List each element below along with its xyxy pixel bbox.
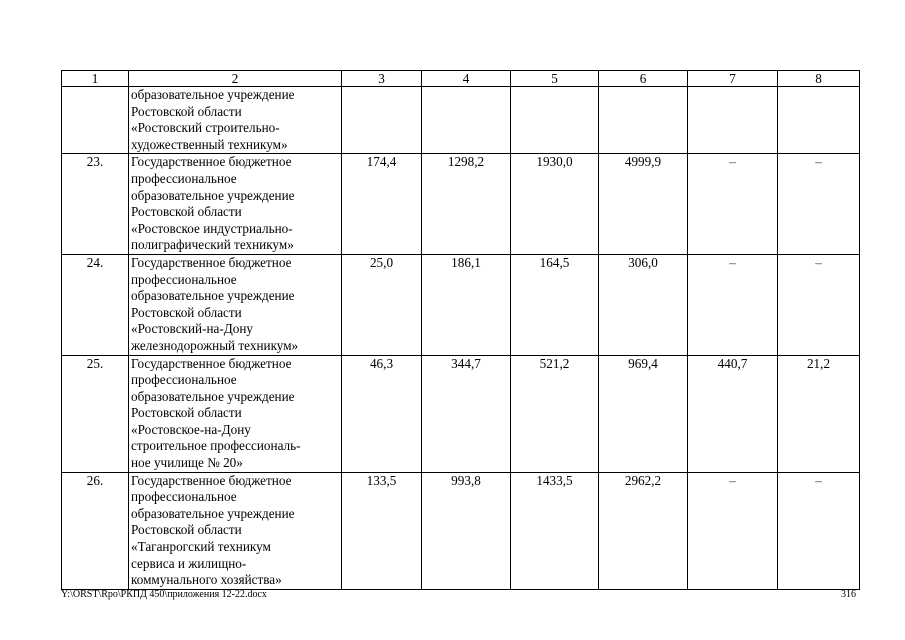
column-header-8: 8	[778, 71, 860, 87]
row-number: 24.	[62, 254, 129, 355]
value-col-6: 306,0	[599, 254, 688, 355]
table-row	[62, 355, 860, 472]
institution-name: образовательное учреждение Ростовской области «Ростовский строительно- художественный техникум»	[129, 87, 342, 154]
value-col-6: 4999,9	[599, 154, 688, 255]
value-col-5: 1433,5	[511, 472, 599, 589]
value-col-3	[342, 87, 422, 154]
value-col-3: 25,0	[342, 254, 422, 355]
value-col-4: 344,7	[422, 355, 511, 472]
value-col-6	[599, 87, 688, 154]
table-row	[62, 154, 860, 255]
value-col-6: 969,4	[599, 355, 688, 472]
value-col-4: 1298,2	[422, 154, 511, 255]
institution-name: Государственное бюджетное профессиональное образовательное учреждение Ростовской области «Ростовский-на-Дону железнодорожный техникум»	[129, 254, 342, 355]
footer-page-number: 316	[841, 589, 856, 600]
value-col-7: –	[688, 154, 778, 255]
value-col-4: 993,8	[422, 472, 511, 589]
value-col-3: 133,5	[342, 472, 422, 589]
value-col-3: 46,3	[342, 355, 422, 472]
column-header-7: 7	[688, 71, 778, 87]
value-col-7: –	[688, 472, 778, 589]
column-header-1: 1	[62, 71, 129, 87]
value-col-6: 2962,2	[599, 472, 688, 589]
column-header-4: 4	[422, 71, 511, 87]
table-row	[62, 254, 860, 355]
value-col-8: –	[778, 154, 860, 255]
table-row	[62, 472, 860, 589]
value-col-8: 21,2	[778, 355, 860, 472]
column-header-3: 3	[342, 71, 422, 87]
value-col-7	[688, 87, 778, 154]
column-header-2: 2	[129, 71, 342, 87]
institution-name: Государственное бюджетное профессиональное образовательное учреждение Ростовской области «Таганрогский техникум сервиса и жилищно- коммунального хозяйства»	[129, 472, 342, 589]
table-body	[62, 87, 860, 590]
row-number	[62, 87, 129, 154]
value-col-4	[422, 87, 511, 154]
institution-name: Государственное бюджетное профессиональное образовательное учреждение Ростовской области «Ростовское-на-Дону строительное профессиональ- ное училище № 20»	[129, 355, 342, 472]
row-number: 26.	[62, 472, 129, 589]
row-number: 23.	[62, 154, 129, 255]
row-number: 25.	[62, 355, 129, 472]
header-row	[62, 71, 860, 87]
value-col-4: 186,1	[422, 254, 511, 355]
value-col-8: –	[778, 472, 860, 589]
value-col-3: 174,4	[342, 154, 422, 255]
value-col-8: –	[778, 254, 860, 355]
value-col-8	[778, 87, 860, 154]
table-row	[62, 87, 860, 154]
institution-name: Государственное бюджетное профессиональное образовательное учреждение Ростовской области «Ростовское индустриально- полиграфический техникум»	[129, 154, 342, 255]
data-table	[61, 70, 860, 590]
value-col-5: 521,2	[511, 355, 599, 472]
value-col-5	[511, 87, 599, 154]
column-header-5: 5	[511, 71, 599, 87]
footer-file-path: Y:\ORST\Rpo\РКПД 450\приложения 12-22.docx	[61, 589, 267, 600]
column-header-6: 6	[599, 71, 688, 87]
value-col-5: 1930,0	[511, 154, 599, 255]
value-col-5: 164,5	[511, 254, 599, 355]
value-col-7: –	[688, 254, 778, 355]
value-col-7: 440,7	[688, 355, 778, 472]
